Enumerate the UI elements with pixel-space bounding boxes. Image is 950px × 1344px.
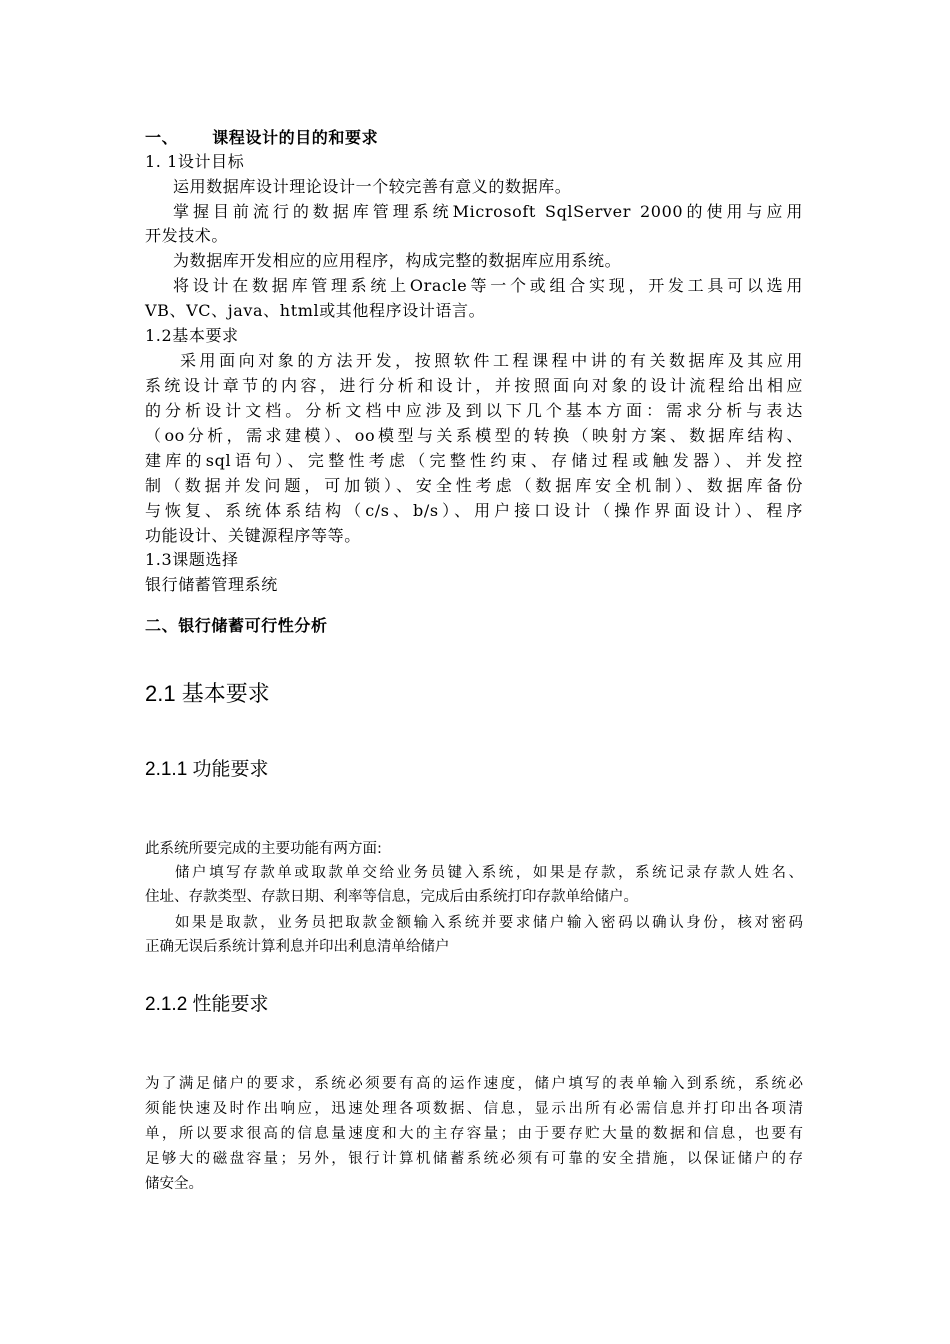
paragraph-2-1-2-line3: 单，所以要求很高的信息量速度和大的主存容量；由于要存贮大量的数据和信息，也要有 [145,1126,803,1142]
paragraph-2-1-1-p2-line1: 如果是取款，业务员把取款金额输入系统并要求储户输入密码以确认身份，核对密码 [175,915,803,931]
paragraph-2-1-2-line1: 为了满足储户的要求，系统必须要有高的运作速度，储户填写的表单输入到系统，系统必 [145,1076,803,1092]
paragraph-2-1-1-p2-line2: 正确无误后系统计算利息并印出利息清单给储户 [145,939,450,955]
paragraph-1-1-1: 运用数据库设计理论设计一个较完善有意义的数据库。 [173,177,572,196]
paragraph-1-2-line7: 与恢复、系统体系结构（c/s、b/s）、用户接口设计（操作界面设计）、程序 [145,501,803,520]
paragraph-2-1-2-line2: 须能快速及时作出响应，迅速处理各项数据、信息，显示出所有必需信息并打印出各项清 [145,1101,803,1117]
paragraph-2-1-1-p1-line1: 储户填写存款单或取款单交给业务员键入系统，如果是存款，系统记录存款人姓名、 [175,865,803,881]
paragraph-1-1-2-line1: 掌握目前流行的数据库管理系统Microsoft SqlServer 2000的使用与应用 [173,202,803,221]
heading-2-1-1: 2.1.1 功能要求 [145,759,269,780]
paragraph-1-1-3: 为数据库开发相应的应用程序，构成完整的数据库应用系统。 [173,251,622,270]
section1-heading [145,127,378,149]
subsection-1-2-title: 1.2基本要求 [145,326,239,345]
paragraph-2-1-1-p1-line2: 住址、存款类型、存款日期、利率等信息，完成后由系统打印存款单给储户。 [145,889,638,905]
topic-text: 银行储蓄管理系统 [145,575,278,594]
paragraph-1-1-4-line2: VB、VC、java、html或其他程序设计语言。 [145,301,486,320]
section1-heading-text: 课程设计的目的和要求 [212,128,379,147]
paragraph-2-1-2-line4: 足够大的磁盘容量；另外，银行计算机储蓄系统必须有可靠的安全措施，以保证储户的存 [145,1151,803,1167]
paragraph-1-2-line5: 建库的sql语句）、完整性考虑（完整性约束、存储过程或触发器）、并发控 [145,451,803,470]
paragraph-1-2-line1: 采用面向对象的方法开发，按照软件工程课程中讲的有关数据库及其应用 [180,351,803,370]
paragraph-2-1-1-intro: 此系统所要完成的主要功能有两方面: [145,841,382,857]
section2-heading: 二、银行储蓄可行性分析 [145,616,328,635]
heading-2-1: 2.1 基本要求 [145,681,270,706]
paragraph-1-2-line8: 功能设计、关键源程序等等。 [145,526,361,545]
paragraph-1-2-line6: 制（数据并发问题，可加锁）、安全性考虑（数据库安全机制）、数据库备份 [145,476,803,495]
paragraph-1-1-4-line1: 将设计在数据库管理系统上Oracle等一个或组合实现，开发工具可以选用 [173,276,803,295]
section1-heading-number: 一、 [145,128,179,147]
paragraph-1-2-line3: 的分析设计文档。分析文档中应涉及到以下几个基本方面：需求分析与表达 [145,401,803,420]
paragraph-1-2-line2: 系统设计章节的内容，进行分析和设计，并按照面向对象的设计流程给出相应 [145,376,803,395]
paragraph-1-2-line4: （oo分析，需求建模）、oo模型与关系模型的转换（映射方案、数据库结构、 [145,426,803,445]
paragraph-1-1-2-line2: 开发技术。 [145,226,229,245]
subsection-1-3-title: 1.3课题选择 [145,550,239,569]
subsection-1-1-title: 1. 1设计目标 [145,152,245,171]
heading-2-1-2: 2.1.2 性能要求 [145,994,269,1015]
paragraph-2-1-2-line5: 储安全。 [145,1176,203,1192]
